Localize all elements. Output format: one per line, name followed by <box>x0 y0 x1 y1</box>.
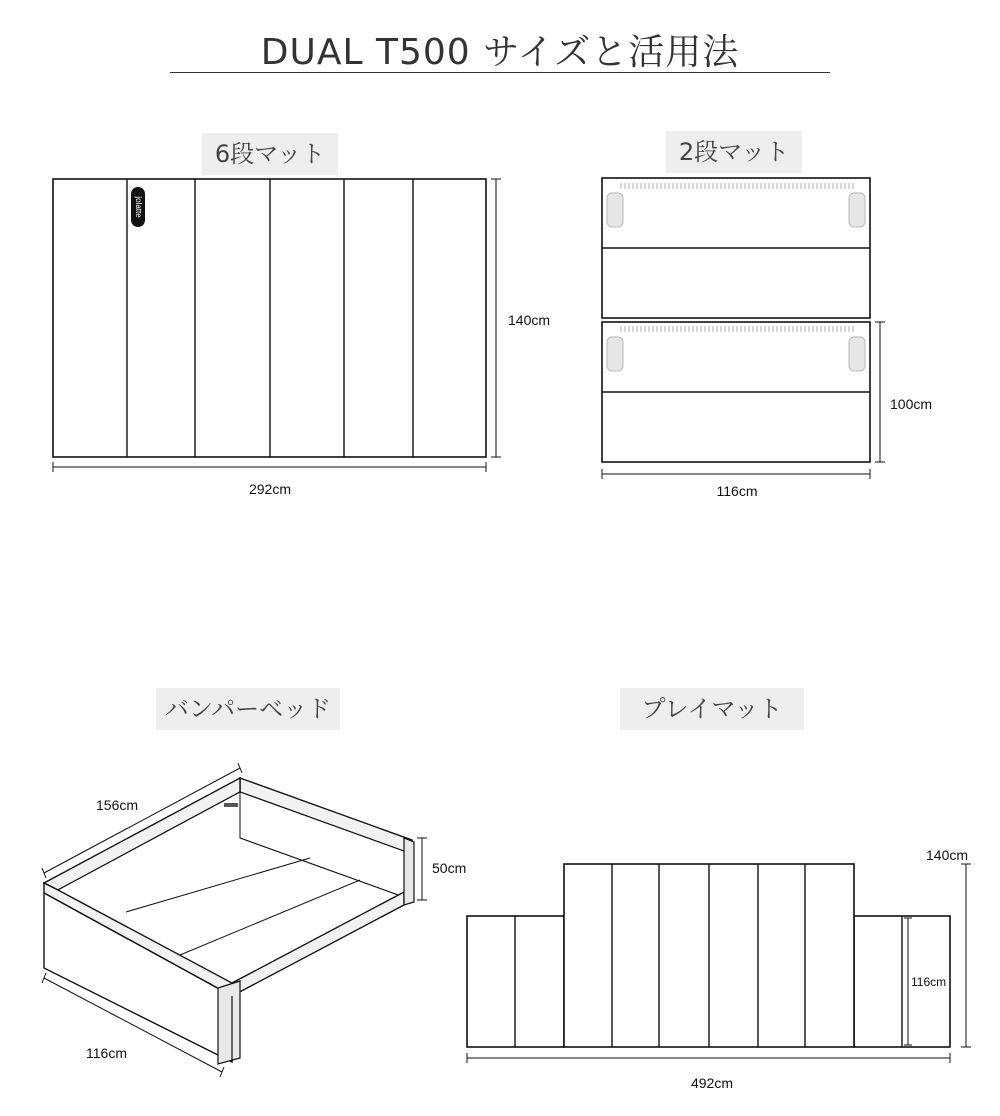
zipper-detail <box>618 326 856 332</box>
mat6-diagram <box>53 179 550 497</box>
mat6-section-label: 6段マット <box>202 133 338 175</box>
handle-icon <box>849 337 865 371</box>
playmat-outer-height-label: 140cm <box>926 847 969 863</box>
mat2-width-label: 116cm <box>716 483 758 499</box>
handle-icon <box>607 193 623 227</box>
handle-icon <box>849 193 865 227</box>
bumper-logo-tag <box>224 803 238 807</box>
dimension-tick <box>42 973 46 983</box>
brand-logo-text: jolatte <box>133 196 143 218</box>
mat6-width-label: 292cm <box>248 481 292 497</box>
playmat-diagram <box>467 847 971 1091</box>
bumper-section-label: バンパーベッド <box>156 688 340 730</box>
dimension-tick <box>42 868 46 878</box>
mat6-height-label: 140cm <box>508 312 551 328</box>
mat2-diagram <box>602 178 932 499</box>
page-title: DUAL T500 サイズと活用法 <box>260 32 740 73</box>
zipper-detail <box>618 183 856 189</box>
playmat-inner-height-label: 116cm <box>911 975 947 989</box>
dimension-tick <box>220 1067 224 1077</box>
bumper-bed-diagram <box>42 763 466 1077</box>
mat2-height-label: 100cm <box>890 396 933 412</box>
bumper-length-label: 156cm <box>96 797 139 813</box>
bumper-wall-edge <box>404 838 414 905</box>
bumper-height-label: 50cm <box>432 860 467 876</box>
bumper-wall-edge <box>218 981 240 1064</box>
playmat-section-label: プレイマット <box>620 688 804 730</box>
bumper-width-label: 116cm <box>86 1045 127 1061</box>
dimension-tick <box>238 763 242 773</box>
handle-icon <box>607 337 623 371</box>
playmat-width-label: 492cm <box>690 1075 734 1091</box>
mat2-section-label: 2段マット <box>666 131 802 173</box>
